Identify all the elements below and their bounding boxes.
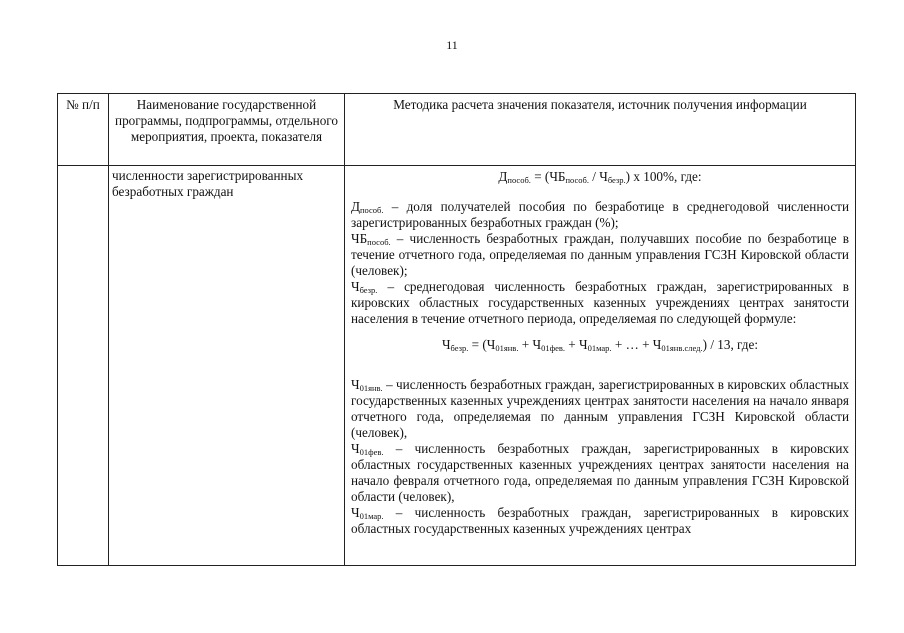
cell-indicator-name: численности зарегистрированных безработных граждан [109, 166, 345, 566]
table-row [58, 166, 856, 566]
formula-share: $Д_{пособ.} = (ЧБ_{пособ.} / Ч_{безр.})$ x 100%, где: [498, 169, 702, 185]
cell-methodology [345, 166, 856, 566]
definition-march: $Ч_{01мар.}$ – численность безработных граждан, зарегистрированных в кировских областных государственных казенных учреждениях центрах [351, 505, 849, 536]
definition-average-unemployed: $Ч_{безр.}$ – среднегодовая численность безработных граждан, зарегистрированных в кировских областных государственных казенных учреждениях центрах занятости населения в течение отчетного периода, определяемая по следующей формуле: [351, 279, 849, 326]
methodology-table [57, 93, 856, 566]
definition-february: $Ч_{01фев.}$ – численность безработных граждан, зарегистрированных в кировских областных государственных казенных учреждениях центрах занятости населения на начало февраля отчетного года, определяемая по данным управления ГСЗН Кировской области (человек), [351, 441, 849, 504]
cell-number [58, 166, 109, 566]
header-number: № п/п [58, 94, 109, 166]
definition-share: $Д_{пособ.}$ – доля получателей пособия по безработице в среднегодовой численности зарегистрированных безработных граждан (%); [351, 199, 849, 230]
header-name: Наименование государственной программы, подпрограммы, отдельного мероприятия, проекта, показателя [109, 94, 345, 166]
table-header-row [58, 94, 856, 166]
header-method: Методика расчета значения показателя, источник получения информации [345, 94, 856, 166]
definition-january: $Ч_{01янв.}$ – численность безработных граждан, зарегистрированных в кировских областных государственных казенных учреждениях центрах занятости населения на начало января отчетного года, определяемая по данным управления ГСЗН Кировской области (человек), [351, 377, 849, 440]
definition-recipients: $ЧБ_{пособ.}$ – численность безработных граждан, получавших пособие по безработице в течение отчетного года, определяемая по данным управления ГСЗН Кировской области (человек); [351, 231, 849, 278]
page-number: 11 [446, 38, 458, 52]
formula-average: $Ч_{безр.} = (Ч_{01янв.} + Ч_{01фев.} + Ч_{01мар.}$ + … + $Ч_{01янв.след.}) / 13$, где: [441, 337, 759, 353]
